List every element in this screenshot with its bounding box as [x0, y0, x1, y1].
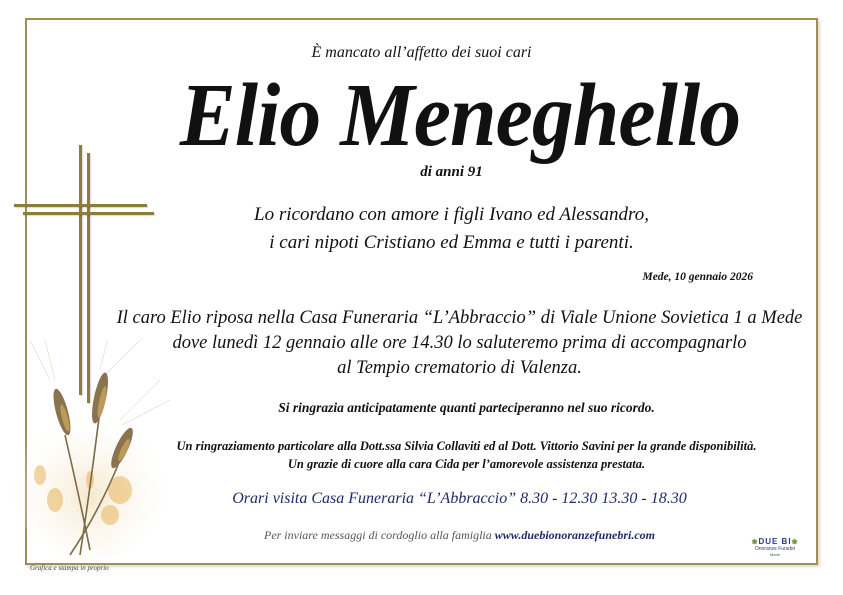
thanks-line: Un grazie di cuore alla cara Cida per l’amorevole assistenza prestata.: [287, 457, 646, 471]
flower-icon: ❀: [791, 539, 799, 546]
details-line: Il caro Elio riposa nella Casa Funeraria “L’Abbraccio” di Viale Unione Sovietica 1 a Mede: [116, 308, 803, 328]
thanks-line: Un ringraziamento particolare alla Dott.ssa Silvia Collaviti ed al Dott. Vittorio Savini per la grande disponibilità.: [176, 439, 757, 453]
logo-subtitle: Onoranze Funebri: [754, 546, 796, 552]
age-text: di anni 91: [420, 164, 483, 180]
visiting-hours: Orari visita Casa Funeraria “L’Abbraccio” 8.30 - 12.30 13.30 - 18.30: [232, 490, 687, 507]
deceased-name: Elio Meneghello: [179, 66, 741, 165]
family-line: i cari nipoti Cristiano ed Emma e tutti i parenti.: [269, 232, 634, 253]
intro-text: È mancato all’affetto dei suoi cari: [311, 44, 532, 61]
funeral-home-logo: [745, 537, 805, 557]
contact-line: [38, 528, 843, 543]
family-text: [30, 201, 843, 257]
logo-brand: DUE BI: [758, 537, 792, 546]
funeral-details: [38, 306, 843, 381]
contact-url-link[interactable]: www.duebionoranzefunebri.com: [494, 528, 655, 542]
contact-text: Per inviare messaggi di cordoglio alla famiglia: [263, 528, 495, 542]
thanks-general: Si ringrazia anticipatamente quanti parteciperanno nel suo ricordo.: [278, 400, 655, 415]
print-credit: Grafica e stampa in proprio: [30, 564, 109, 572]
thanks-special: [45, 437, 843, 473]
details-line: dove lunedì 12 gennaio alle ore 14.30 lo saluteremo prima di accompagnarlo: [172, 333, 747, 353]
place-date: Mede, 10 gennaio 2026: [642, 271, 753, 283]
flower-icon: ❀: [751, 539, 759, 546]
family-line: Lo ricordano con amore i figli Ivano ed Alessandro,: [254, 204, 649, 225]
logo-city: Mede: [769, 552, 780, 557]
details-line: al Tempio crematorio di Valenza.: [337, 358, 582, 378]
